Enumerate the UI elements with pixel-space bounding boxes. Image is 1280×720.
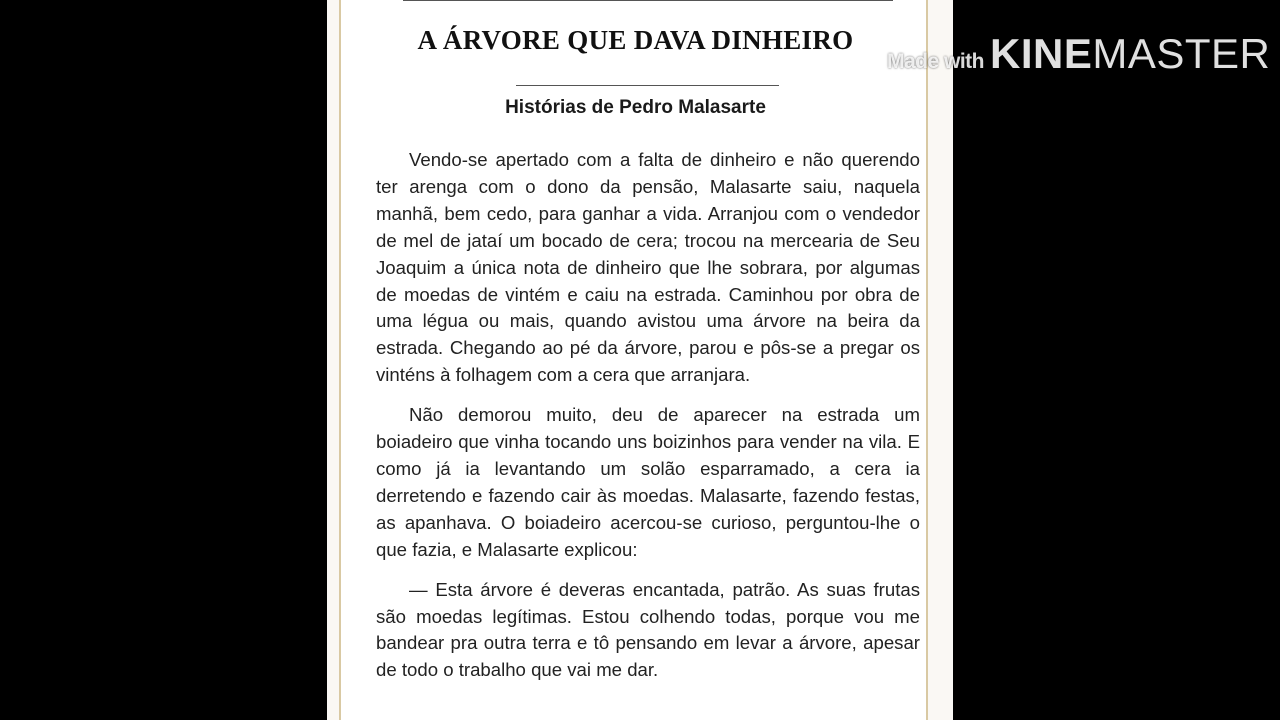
watermark-brand-light: MASTER bbox=[1092, 30, 1271, 77]
paragraph: — Esta árvore é deveras encantada, patrão. As suas frutas são moedas legítimas. Estou colhendo todas, porque vou me bandear pra outra terra e tô pensando em levar a árvore, apesar de todo o trabalho que vai me dar. bbox=[376, 578, 920, 681]
paragraph: Não demorou muito, deu de aparecer na estrada um boiadeiro que vinha tocando uns boizinhos para vender na vila. E como já ia levantando um solão esparramado, a cera ia derretendo e fazendo cair às moedas. Malasarte, fazendo festas, as apanhava. O boiadeiro acercou-se curioso, perguntou-lhe o que fazia, e Malasarte explicou: bbox=[376, 404, 920, 560]
watermark-prefix: Made with bbox=[887, 50, 985, 73]
page-subtitle: Histórias de Pedro Malasarte bbox=[505, 97, 766, 118]
document-page bbox=[327, 0, 953, 720]
title-divider bbox=[516, 85, 779, 86]
paragraph: Vendo-se apertado com a falta de dinheiro e não querendo ter arenga com o dono da pensão, Malasarte saiu, naquela manhã, bem cedo, para ganhar a vida. Arranjou com o vendedor de mel de jataí um bocado de cera; trocou na mercearia de Seu Joaquim a única nota de dinheiro que lhe sobrara, por algumas de moedas de vintém e caiu na estrada. Caminhou por obra de uma légua ou mais, quando avistou uma árvore na beira da estrada. Chegando ao pé da árvore, parou e pôs-se a pregar os vinténs à folhagem com a cera que arranjara. bbox=[376, 149, 920, 386]
kinemaster-watermark bbox=[887, 30, 1270, 80]
top-divider bbox=[403, 0, 893, 1]
watermark-brand-bold: KINE bbox=[990, 30, 1093, 77]
story-body bbox=[376, 147, 920, 697]
page-title: A ÁRVORE QUE DAVA DINHEIRO bbox=[417, 25, 854, 55]
page-content bbox=[339, 0, 928, 720]
